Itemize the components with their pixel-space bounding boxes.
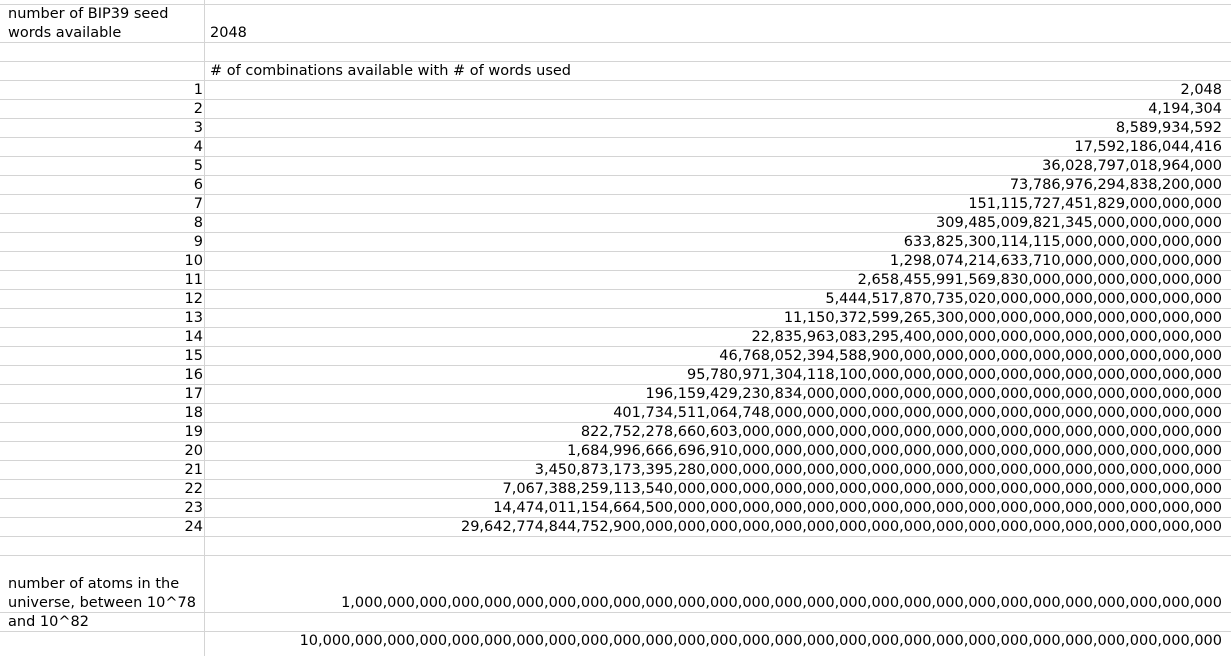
- table-row-words[interactable]: 18: [184, 405, 203, 421]
- row-gridline: [0, 555, 1231, 556]
- row-gridline: [0, 42, 1231, 43]
- table-row-words[interactable]: 20: [184, 443, 203, 459]
- atoms-upper-bound[interactable]: 10,000,000,000,000,000,000,000,000,000,000,000,000,000,000,000,000,000,000,000,000,000,000,000,000,000,000,000,000: [299, 633, 1222, 649]
- table-row-combinations[interactable]: 309,485,009,821,345,000,000,000,000: [936, 215, 1222, 231]
- table-row-words[interactable]: 6: [193, 177, 203, 193]
- table-row-words[interactable]: 16: [184, 367, 203, 383]
- table-row-combinations[interactable]: 36,028,797,018,964,000: [1042, 158, 1222, 174]
- seed-words-label-line1[interactable]: number of BIP39 seed: [8, 6, 169, 22]
- table-row-words[interactable]: 7: [193, 196, 203, 212]
- table-row-words[interactable]: 8: [193, 215, 203, 231]
- table-row-combinations[interactable]: 22,835,963,083,295,400,000,000,000,000,000,000,000,000,000: [751, 329, 1222, 345]
- row-gridline: [0, 61, 1231, 62]
- table-row-words[interactable]: 22: [184, 481, 203, 497]
- table-row-combinations[interactable]: 2,048: [1180, 82, 1222, 98]
- table-row-combinations[interactable]: 822,752,278,660,603,000,000,000,000,000,000,000,000,000,000,000,000,000,000,000: [580, 424, 1222, 440]
- table-row-combinations[interactable]: 4,194,304: [1148, 101, 1222, 117]
- table-row-combinations[interactable]: 1,684,996,666,696,910,000,000,000,000,000,000,000,000,000,000,000,000,000,000,000: [567, 443, 1222, 459]
- table-row-words[interactable]: 11: [184, 272, 203, 288]
- table-row-combinations[interactable]: 73,786,976,294,838,200,000: [1009, 177, 1222, 193]
- table-row-combinations[interactable]: 196,159,429,230,834,000,000,000,000,000,000,000,000,000,000,000,000,000: [645, 386, 1222, 402]
- table-row-words[interactable]: 12: [184, 291, 203, 307]
- table-row-combinations[interactable]: 8,589,934,592: [1115, 120, 1222, 136]
- table-row-words[interactable]: 9: [193, 234, 203, 250]
- table-row-combinations[interactable]: 29,642,774,844,752,900,000,000,000,000,000,000,000,000,000,000,000,000,000,000,000,000,000,000: [460, 519, 1222, 535]
- table-row-combinations[interactable]: 7,067,388,259,113,540,000,000,000,000,000,000,000,000,000,000,000,000,000,000,000,000,000: [502, 481, 1222, 497]
- words-available-value[interactable]: 2048: [210, 25, 247, 41]
- combinations-column-header[interactable]: # of combinations available with # of words used: [210, 63, 572, 79]
- table-row-words[interactable]: 23: [184, 500, 203, 516]
- table-row-combinations[interactable]: 633,825,300,114,115,000,000,000,000,000: [903, 234, 1222, 250]
- table-row-words[interactable]: 2: [193, 101, 203, 117]
- table-row-words[interactable]: 19: [184, 424, 203, 440]
- row-gridline: [0, 4, 1231, 5]
- table-row-words[interactable]: 21: [184, 462, 203, 478]
- atoms-label[interactable]: number of atoms in the universe, between 10^78 and 10^82: [8, 576, 196, 630]
- table-row-words[interactable]: 1: [193, 82, 203, 98]
- table-row-words[interactable]: 5: [193, 158, 203, 174]
- table-row-words[interactable]: 15: [184, 348, 203, 364]
- table-row-words[interactable]: 24: [184, 519, 203, 535]
- table-row-words[interactable]: 14: [184, 329, 203, 345]
- table-row-combinations[interactable]: 11,150,372,599,265,300,000,000,000,000,000,000,000,000: [783, 310, 1222, 326]
- seed-words-label-line2[interactable]: words available: [8, 25, 122, 41]
- table-row-words[interactable]: 3: [193, 120, 203, 136]
- table-row-combinations[interactable]: 2,658,455,991,569,830,000,000,000,000,000,000: [857, 272, 1222, 288]
- table-row-words[interactable]: 13: [184, 310, 203, 326]
- table-row-words[interactable]: 17: [184, 386, 203, 402]
- table-row-combinations[interactable]: 14,474,011,154,664,500,000,000,000,000,000,000,000,000,000,000,000,000,000,000,000,000,000: [493, 500, 1222, 516]
- table-row-words[interactable]: 10: [184, 253, 203, 269]
- table-row-combinations[interactable]: 1,298,074,214,633,710,000,000,000,000,000: [889, 253, 1222, 269]
- table-row-words[interactable]: 4: [193, 139, 203, 155]
- table-row-combinations[interactable]: 401,734,511,064,748,000,000,000,000,000,000,000,000,000,000,000,000,000,000: [613, 405, 1222, 421]
- table-row-combinations[interactable]: 5,444,517,870,735,020,000,000,000,000,000,000,000: [825, 291, 1222, 307]
- table-row-combinations[interactable]: 95,780,971,304,118,100,000,000,000,000,000,000,000,000,000,000,000: [686, 367, 1222, 383]
- atoms-lower-bound[interactable]: 1,000,000,000,000,000,000,000,000,000,000,000,000,000,000,000,000,000,000,000,000,000,000,000,000,000,000,000: [341, 595, 1222, 611]
- table-row-combinations[interactable]: 151,115,727,451,829,000,000,000: [968, 196, 1222, 212]
- table-row-combinations[interactable]: 3,450,873,173,395,280,000,000,000,000,000,000,000,000,000,000,000,000,000,000,000,000: [534, 462, 1222, 478]
- table-row-combinations[interactable]: 17,592,186,044,416: [1074, 139, 1222, 155]
- table-row-combinations[interactable]: 46,768,052,394,588,900,000,000,000,000,000,000,000,000,000,000: [719, 348, 1222, 364]
